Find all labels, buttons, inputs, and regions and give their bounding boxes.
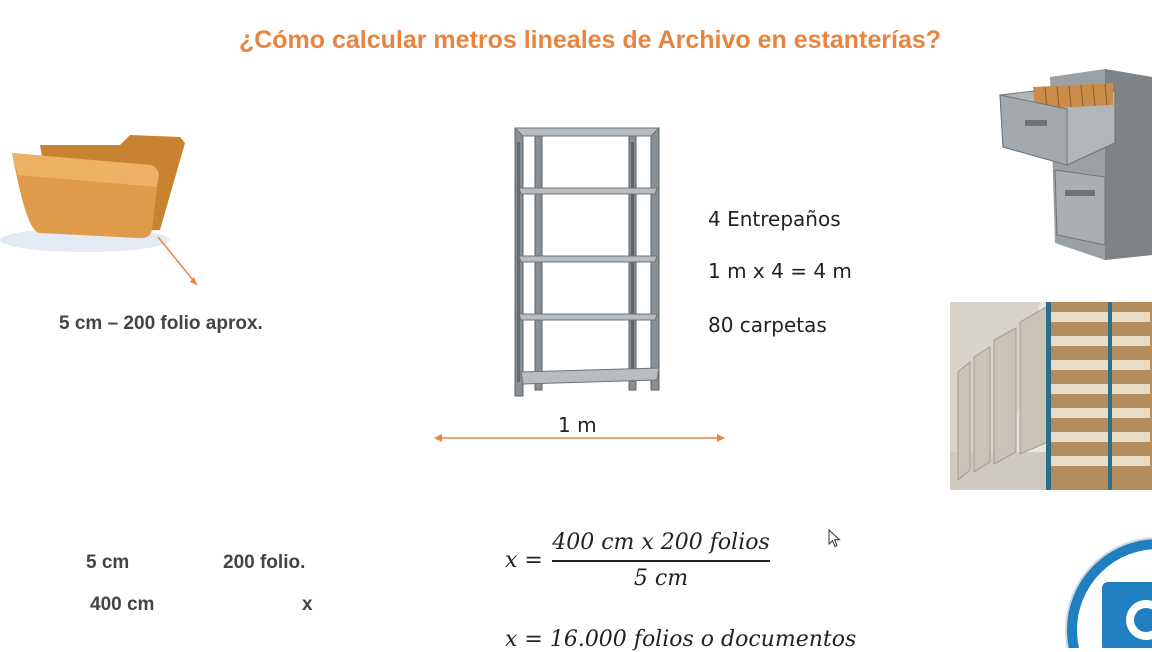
shelf-icon (505, 122, 670, 402)
camera-logo-icon (1058, 530, 1152, 648)
rule-b1: 200 folio. (223, 552, 306, 573)
rule-b2: x (302, 594, 313, 615)
formula-result: x = 16.000 folios o documentos (505, 627, 857, 652)
formula-lhs: x = (505, 548, 543, 573)
rule-a1: 5 cm (86, 552, 130, 573)
width-arrow (432, 431, 727, 445)
width-label: 1 m (558, 413, 597, 437)
cabinet-icon (995, 65, 1152, 265)
page-title: ¿Cómo calcular metros lineales de Archivo en estanterías? (238, 26, 942, 54)
formula-numerator: 400 cm x 200 folios (552, 530, 770, 555)
shelves-count: 4 Entrepaños (708, 207, 841, 231)
rule-a2: 400 cm (90, 594, 155, 615)
folder-icon (0, 125, 200, 295)
fraction-bar (552, 560, 770, 562)
folder-note: 5 cm – 200 folio aprox. (59, 313, 263, 334)
folders-count: 80 carpetas (708, 313, 827, 337)
archive-photo (950, 302, 1152, 490)
cursor-icon (828, 529, 842, 549)
formula-denominator: 5 cm (633, 566, 689, 591)
linear-meters-calc: 1 m x 4 = 4 m (708, 259, 852, 283)
